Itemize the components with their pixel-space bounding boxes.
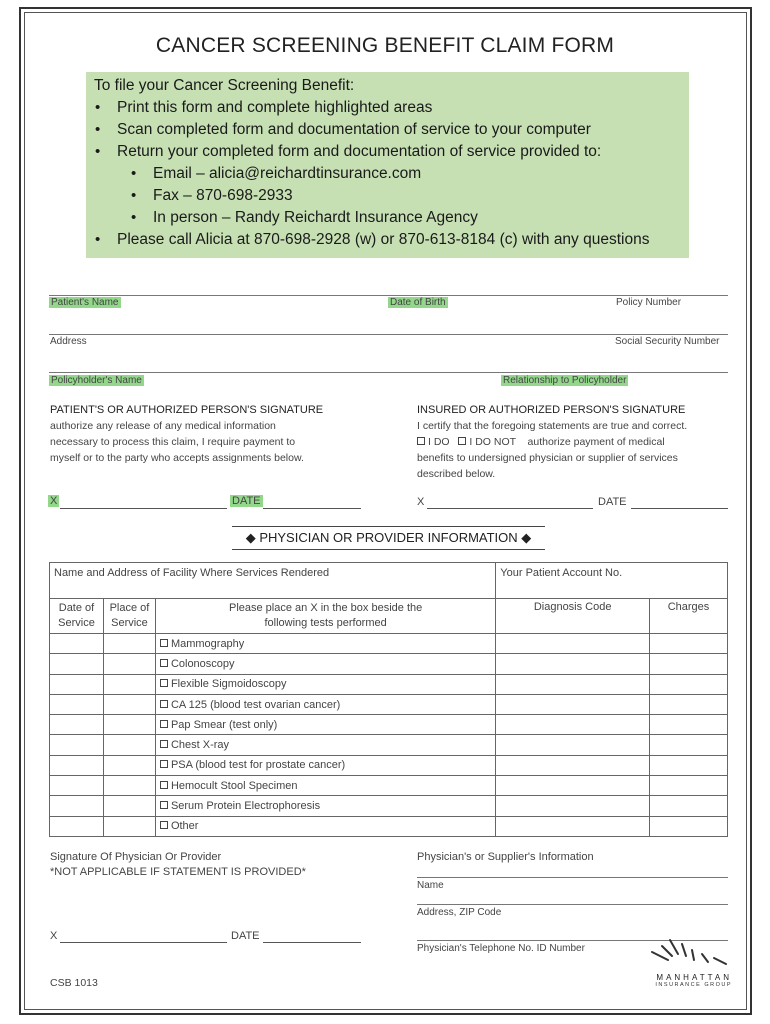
charges-cell[interactable]: [650, 776, 728, 796]
field-line: [49, 372, 728, 373]
date-of-service-cell[interactable]: [50, 715, 104, 735]
diagnosis-code-cell[interactable]: [496, 796, 650, 816]
date-of-service-cell[interactable]: [50, 694, 104, 714]
charges-cell[interactable]: [650, 694, 728, 714]
text-line: myself or to the party who accepts assignments below.: [50, 452, 304, 464]
x-mark: X: [50, 495, 58, 507]
x-mark: X: [50, 930, 58, 942]
text-line: I certify that the foregoing statements are true and correct.: [417, 420, 688, 432]
i-do-not-checkbox[interactable]: [458, 437, 466, 445]
address-zip-label: Address, ZIP Code: [417, 907, 502, 918]
col-charges-header: Charges: [650, 599, 728, 634]
test-checkbox[interactable]: [160, 801, 168, 809]
facility-cell[interactable]: [50, 563, 496, 599]
test-checkbox[interactable]: [160, 679, 168, 687]
diagnosis-code-cell[interactable]: [496, 776, 650, 796]
diagnosis-code-cell[interactable]: [496, 755, 650, 775]
logo-mark-icon: [622, 938, 732, 968]
signature-line[interactable]: [427, 508, 593, 509]
signature-line: [60, 508, 227, 509]
charges-cell[interactable]: [650, 735, 728, 755]
date-line[interactable]: [631, 508, 728, 509]
form-title: CANCER SCREENING BENEFIT CLAIM FORM: [155, 34, 615, 57]
diagnosis-code-cell[interactable]: [496, 735, 650, 755]
date-label: DATE: [232, 495, 261, 507]
col-date-header: [50, 599, 104, 634]
place-of-service-cell[interactable]: [103, 715, 155, 735]
date-of-service-cell[interactable]: [50, 735, 104, 755]
place-of-service-cell[interactable]: [103, 694, 155, 714]
relationship-field[interactable]: [501, 375, 628, 386]
header-line: Please place an X in the box beside the: [228, 602, 423, 614]
charges-cell[interactable]: [650, 715, 728, 735]
place-of-service-cell[interactable]: [103, 634, 155, 654]
table-row: [50, 634, 728, 654]
bullet-icon: •: [131, 165, 137, 182]
physician-section-heading: ◆ PHYSICIAN OR PROVIDER INFORMATION ◆: [232, 526, 545, 550]
relationship-label: Relationship to Policyholder: [503, 375, 627, 386]
col-tests-header: [155, 599, 495, 634]
header-line: following tests performed: [264, 617, 387, 629]
contact-email: Email – alicia@reichardtinsurance.com: [153, 165, 422, 182]
field-line[interactable]: [417, 877, 728, 878]
text-line: authorize any release of any medical information: [50, 420, 276, 432]
form-code: CSB 1013: [50, 977, 98, 989]
patient-signature-text: [50, 418, 304, 466]
account-label: Your Patient Account No.: [500, 567, 623, 579]
bullet-icon: •: [95, 143, 101, 160]
test-checkbox[interactable]: [160, 639, 168, 647]
patient-signature-heading: PATIENT'S OR AUTHORIZED PERSON'S SIGNATURE: [50, 404, 324, 416]
header-line: Place of: [109, 602, 150, 614]
diagnosis-code-cell[interactable]: [496, 816, 650, 836]
table-row: [50, 776, 728, 796]
diagnosis-code-cell[interactable]: [496, 674, 650, 694]
diagnosis-code-cell[interactable]: [496, 715, 650, 735]
signature-line[interactable]: [60, 942, 227, 943]
test-checkbox[interactable]: [160, 700, 168, 708]
patient-name-label: Patient's Name: [51, 297, 119, 308]
instruction-item: Print this form and complete highlighted areas: [117, 99, 433, 116]
i-do-checkbox[interactable]: [417, 437, 425, 445]
table-row: [50, 735, 728, 755]
patient-date-field[interactable]: [230, 495, 263, 507]
test-cell: [155, 776, 495, 796]
date-label: DATE: [598, 496, 627, 508]
date-of-service-cell[interactable]: [50, 755, 104, 775]
i-do-not-label: I DO NOT: [469, 436, 516, 448]
charges-cell[interactable]: [650, 755, 728, 775]
test-cell: [155, 755, 495, 775]
logo-line2: INSURANCE GROUP: [655, 982, 732, 988]
test-cell: [155, 715, 495, 735]
text-line: benefits to undersigned physician or supplier of services: [417, 452, 678, 464]
test-label: Flexible Sigmoidoscopy: [170, 678, 287, 691]
place-of-service-cell[interactable]: [103, 674, 155, 694]
table-row: [50, 796, 728, 816]
test-cell: [155, 654, 495, 674]
test-checkbox[interactable]: [160, 659, 168, 667]
date-of-service-cell[interactable]: [50, 776, 104, 796]
test-label: Colonoscopy: [170, 657, 235, 670]
date-of-service-cell[interactable]: [50, 634, 104, 654]
policyholder-name-field[interactable]: [49, 375, 144, 386]
header-line: Service: [111, 617, 148, 629]
insured-signature-heading: INSURED OR AUTHORIZED PERSON'S SIGNATURE: [417, 404, 686, 416]
test-checkbox[interactable]: [160, 760, 168, 768]
test-label: PSA (blood test for prostate cancer): [170, 759, 346, 772]
charges-cell[interactable]: [650, 796, 728, 816]
date-of-birth-field[interactable]: [388, 297, 448, 308]
contact-fax: Fax – 870-698-2933: [153, 187, 293, 204]
field-line[interactable]: [417, 904, 728, 905]
policyholder-name-label: Policyholder's Name: [51, 375, 142, 386]
manhattan-logo: [622, 938, 732, 993]
x-mark: X: [417, 496, 425, 508]
test-cell: [155, 796, 495, 816]
bullet-icon: •: [95, 231, 101, 248]
test-label: Serum Protein Electrophoresis: [170, 800, 321, 813]
bullet-icon: •: [131, 209, 137, 226]
instruction-item: Return your completed form and documentation of service provided to:: [117, 143, 602, 160]
logo-line1: MANHATTAN: [656, 973, 732, 982]
test-cell: [155, 735, 495, 755]
test-label: Mammography: [170, 637, 245, 650]
date-of-birth-label: Date of Birth: [390, 297, 446, 308]
instruction-item: Please call Alicia at 870-698-2928 (w) or 870-613-8184 (c) with any questions: [117, 231, 650, 248]
table-row: [50, 694, 728, 714]
charges-cell[interactable]: [650, 654, 728, 674]
test-label: Pap Smear (test only): [170, 718, 278, 731]
address-label: Address: [50, 336, 87, 347]
place-of-service-cell[interactable]: [103, 735, 155, 755]
date-label: DATE: [231, 930, 260, 942]
table-row: [50, 816, 728, 836]
header-line: Date of: [58, 602, 95, 614]
field-line: [49, 334, 728, 335]
policy-number-label: Policy Number: [616, 297, 682, 308]
instruction-item: Scan completed form and documentation of service to your computer: [117, 121, 591, 138]
facility-label: Name and Address of Facility Where Services Rendered: [54, 567, 330, 579]
diagnosis-code-cell[interactable]: [496, 654, 650, 674]
test-cell: [155, 694, 495, 714]
date-line[interactable]: [263, 942, 361, 943]
test-checkbox[interactable]: [160, 740, 168, 748]
date-of-service-cell[interactable]: [50, 796, 104, 816]
ssn-label: Social Security Number: [615, 336, 720, 347]
text-line: described below.: [417, 468, 496, 480]
bullet-icon: •: [95, 99, 101, 116]
col-diagnosis-header: Diagnosis Code: [496, 599, 650, 634]
charges-cell[interactable]: [650, 674, 728, 694]
test-cell: [155, 674, 495, 694]
bullet-icon: •: [131, 187, 137, 204]
contact-in-person: In person – Randy Reichardt Insurance Agency: [153, 209, 478, 226]
account-cell[interactable]: [496, 563, 728, 599]
patient-name-field[interactable]: [49, 297, 121, 308]
phone-label: Physician's Telephone No. ID Number: [417, 943, 585, 954]
physician-table: [49, 562, 728, 837]
charges-cell[interactable]: [650, 634, 728, 654]
col-place-header: [103, 599, 155, 634]
text-line: necessary to process this claim, I require payment to: [50, 436, 296, 448]
patient-signature-x-field[interactable]: [48, 495, 59, 507]
charges-cell[interactable]: [650, 816, 728, 836]
not-applicable-note: *NOT APPLICABLE IF STATEMENT IS PROVIDED*: [50, 866, 306, 878]
text-fragment: authorize payment of medical: [527, 436, 665, 448]
name-label: Name: [417, 880, 444, 891]
place-of-service-cell[interactable]: [103, 776, 155, 796]
test-cell: [155, 816, 495, 836]
date-of-service-cell[interactable]: [50, 816, 104, 836]
table-row: [50, 674, 728, 694]
test-checkbox[interactable]: [160, 720, 168, 728]
authorize-options: [417, 434, 687, 450]
supplier-info-label: Physician's or Supplier's Information: [417, 851, 594, 863]
place-of-service-cell[interactable]: [103, 654, 155, 674]
test-rows: [50, 634, 728, 837]
physician-signature-label: Signature Of Physician Or Provider: [50, 851, 222, 863]
header-line: Service: [58, 617, 95, 629]
place-of-service-cell[interactable]: [103, 796, 155, 816]
date-line: [263, 508, 361, 509]
place-of-service-cell[interactable]: [103, 816, 155, 836]
diagnosis-code-cell[interactable]: [496, 694, 650, 714]
test-label: Hemocult Stool Specimen: [170, 779, 298, 792]
test-label: Other: [170, 820, 199, 833]
test-checkbox[interactable]: [160, 781, 168, 789]
field-line: [49, 295, 728, 296]
diagnosis-code-cell[interactable]: [496, 634, 650, 654]
test-label: CA 125 (blood test ovarian cancer): [170, 698, 341, 711]
test-label: Chest X-ray: [170, 739, 230, 752]
bullet-icon: •: [95, 121, 101, 138]
table-row: [50, 755, 728, 775]
i-do-label: I DO: [428, 436, 450, 448]
table-row: [50, 715, 728, 735]
test-cell: [155, 634, 495, 654]
table-row: [50, 654, 728, 674]
instructions-heading: To file your Cancer Screening Benefit:: [94, 77, 355, 94]
insured-signature-text: [417, 418, 687, 482]
date-of-service-cell[interactable]: [50, 674, 104, 694]
date-of-service-cell[interactable]: [50, 654, 104, 674]
place-of-service-cell[interactable]: [103, 755, 155, 775]
test-checkbox[interactable]: [160, 821, 168, 829]
